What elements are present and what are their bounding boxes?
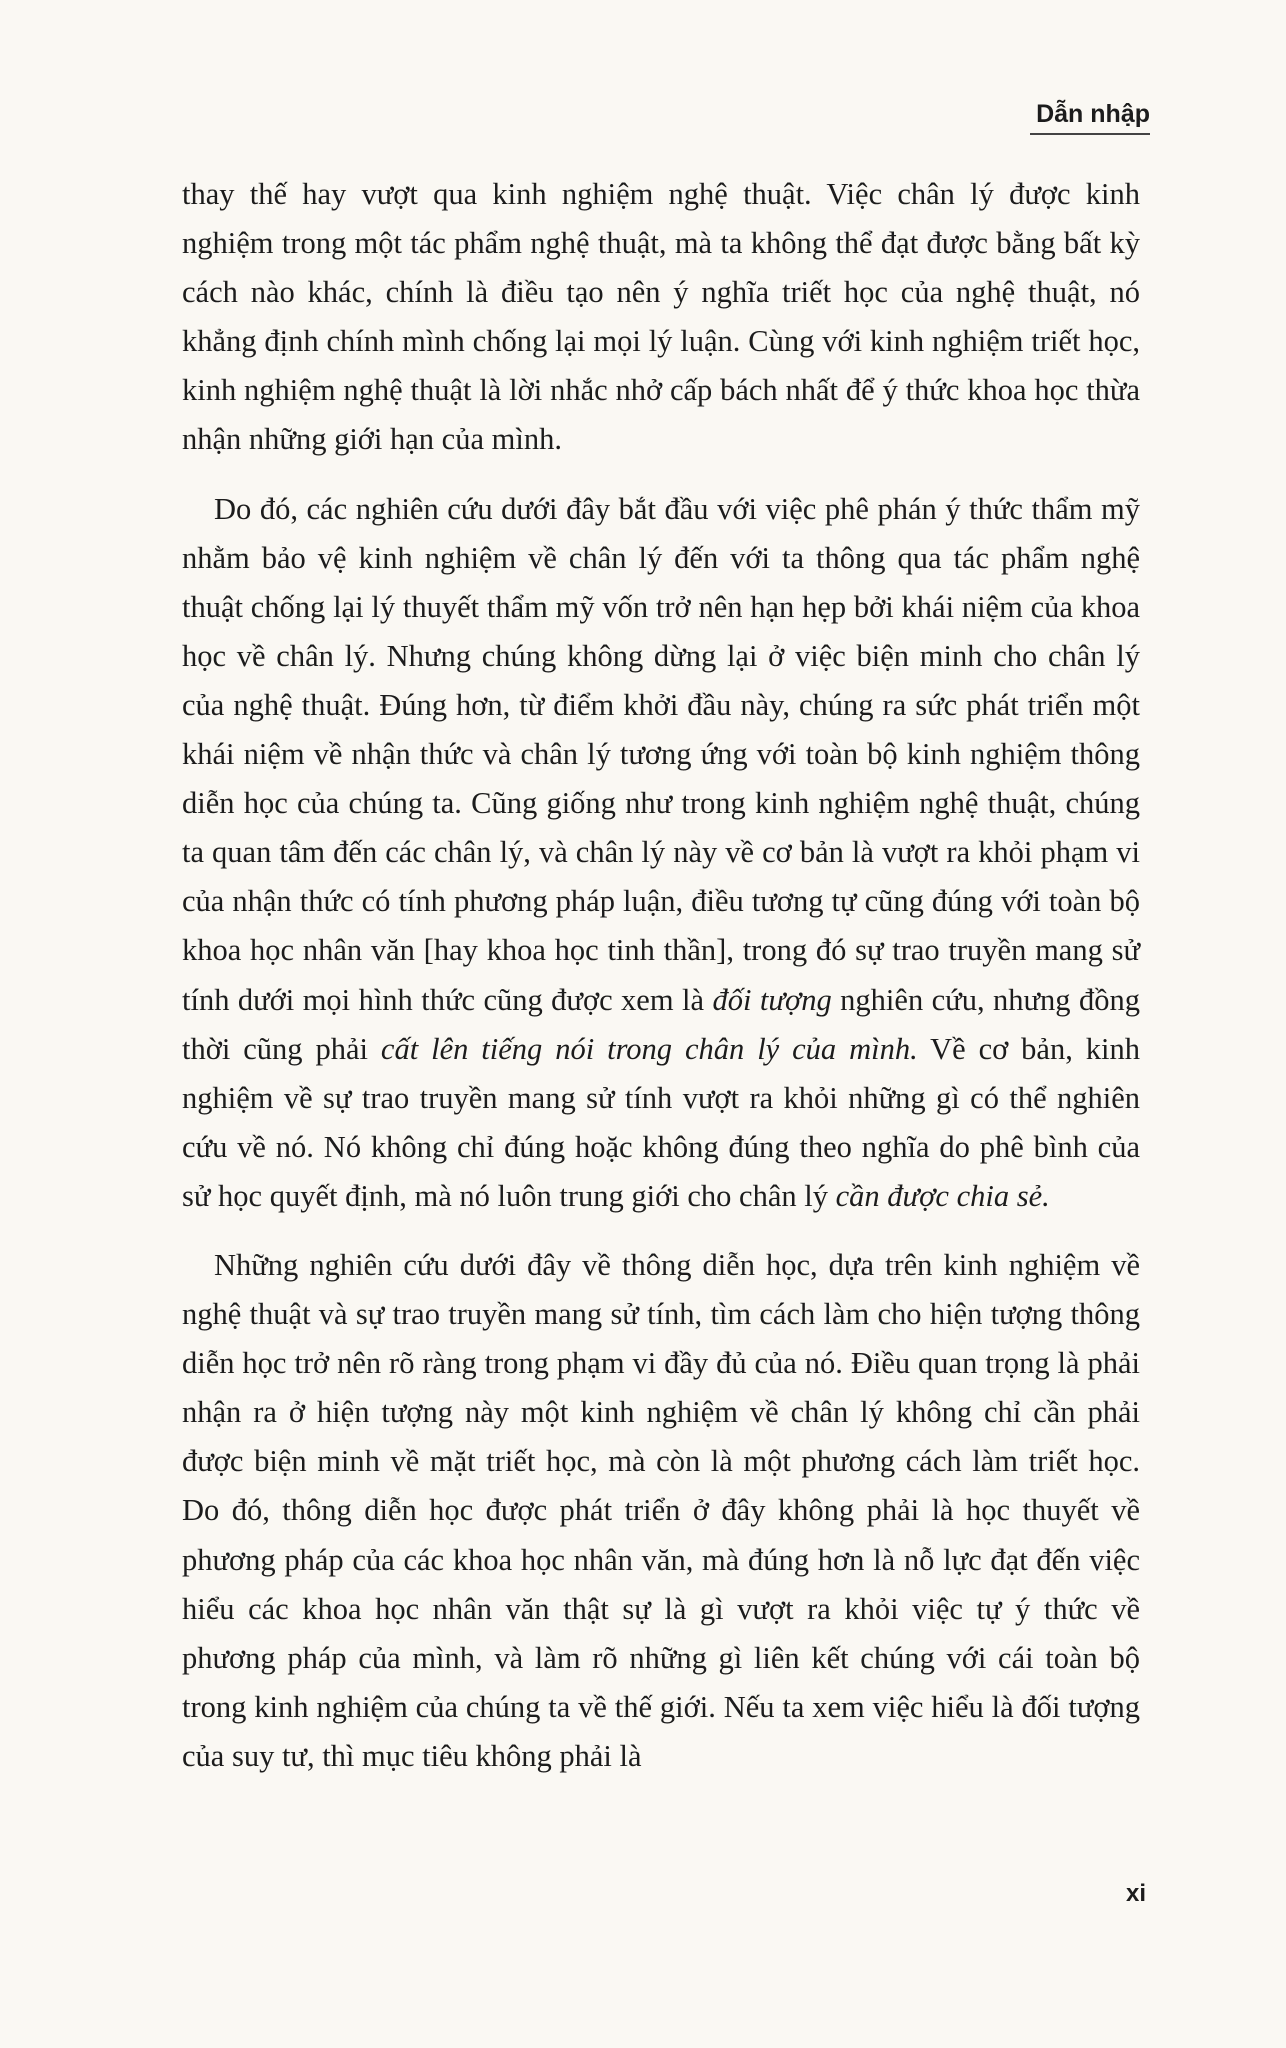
- paragraph-1-text: thay thế hay vượt qua kinh nghiệm nghệ thuật. Việc chân lý được kinh nghiệm trong một tác phẩm nghệ thuật, mà ta không thể đạt được bằng bất kỳ cách nào khác, chính là điều tạo nên ý nghĩa triết học của nghệ thuật, nó khẳng định chính mình chống lại mọi lý luận. Cùng với kinh nghiệm triết học, kinh nghiệm nghệ thuật là lời nhắc nhở cấp bách nhất để ý thức khoa học thừa nhận những giới hạn của mình.: [182, 177, 1140, 457]
- emphasis-doi-tuong: đối tượng: [712, 982, 832, 1017]
- paragraph-2: [182, 485, 1140, 1221]
- body-text: [182, 170, 1140, 1781]
- page-number: xi: [1125, 1880, 1146, 1907]
- running-header: [1030, 100, 1150, 135]
- paragraph-2-text: Do đó, các nghiên cứu dưới đây bắt đầu với việc phê phán ý thức thẩm mỹ nhằm bảo vệ kinh nghiệm về chân lý đến với ta thông qua tác phẩm nghệ thuật chống lại lý thuyết thẩm mỹ vốn trở nên hạn hẹp bởi khái niệm của khoa học về chân lý. Nhưng chúng không dừng lại ở việc biện minh cho chân lý của nghệ thuật. Đúng hơn, từ điểm khởi đầu này, chúng ra sức phát triển một khái niệm về nhận thức và chân lý tương ứng với toàn bộ kinh nghiệm thông diễn học của chúng ta. Cũng giống như trong kinh nghiệm nghệ thuật, chúng ta quan tâm đến các chân lý, và chân lý này về cơ bản là vượt ra khỏi phạm vi của nhận thức có tính phương pháp luận, điều tương tự cũng đúng với toàn bộ khoa học nhân văn [hay khoa học tinh thần], trong đó sự trao truyền mang sử tính dưới mọi hình thức cũng được xem là: [182, 491, 1140, 1017]
- paragraph-1: [182, 170, 1140, 465]
- emphasis-cat-len-tieng-noi: cất lên tiếng nói trong chân lý của mình.: [380, 1031, 918, 1066]
- paragraph-2-text-cont: nghiên cứu, nhưng đồng thời cũng phải: [182, 982, 1140, 1066]
- paragraph-3: [182, 1241, 1140, 1781]
- section-title: Dẫn nhập: [1036, 100, 1150, 128]
- emphasis-can-duoc-chia-se: cần được chia sẻ.: [835, 1178, 1050, 1213]
- paragraph-2-text-cont-2: Về cơ bản, kinh nghiệm về sự trao truyền mang sử tính vượt ra khỏi những gì có thể nghiên cứu về nó. Nó không chỉ đúng hoặc không đúng theo nghĩa do phê bình của sử học quyết định, mà nó luôn trung giới cho chân lý: [182, 1031, 1140, 1213]
- header-underline: [1030, 133, 1150, 135]
- paragraph-3-text: Những nghiên cứu dưới đây về thông diễn học, dựa trên kinh nghiệm về nghệ thuật và sự trao truyền mang sử tính, tìm cách làm cho hiện tượng thông diễn học trở nên rõ ràng trong phạm vi đầy đủ của nó. Điều quan trọng là phải nhận ra ở hiện tượng này một kinh nghiệm về chân lý không chỉ cần phải được biện minh về mặt triết học, mà còn là một phương cách làm triết học. Do đó, thông diễn học được phát triển ở đây không phải là học thuyết về phương pháp của các khoa học nhân văn, mà đúng hơn là nỗ lực đạt đến việc hiểu các khoa học nhân văn thật sự là gì vượt ra khỏi việc tự ý thức về phương pháp của mình, và làm rõ những gì liên kết chúng với cái toàn bộ trong kinh nghiệm của chúng ta về thế giới. Nếu ta xem việc hiểu là đối tượng của suy tư, thì mục tiêu không phải là: [182, 1247, 1140, 1773]
